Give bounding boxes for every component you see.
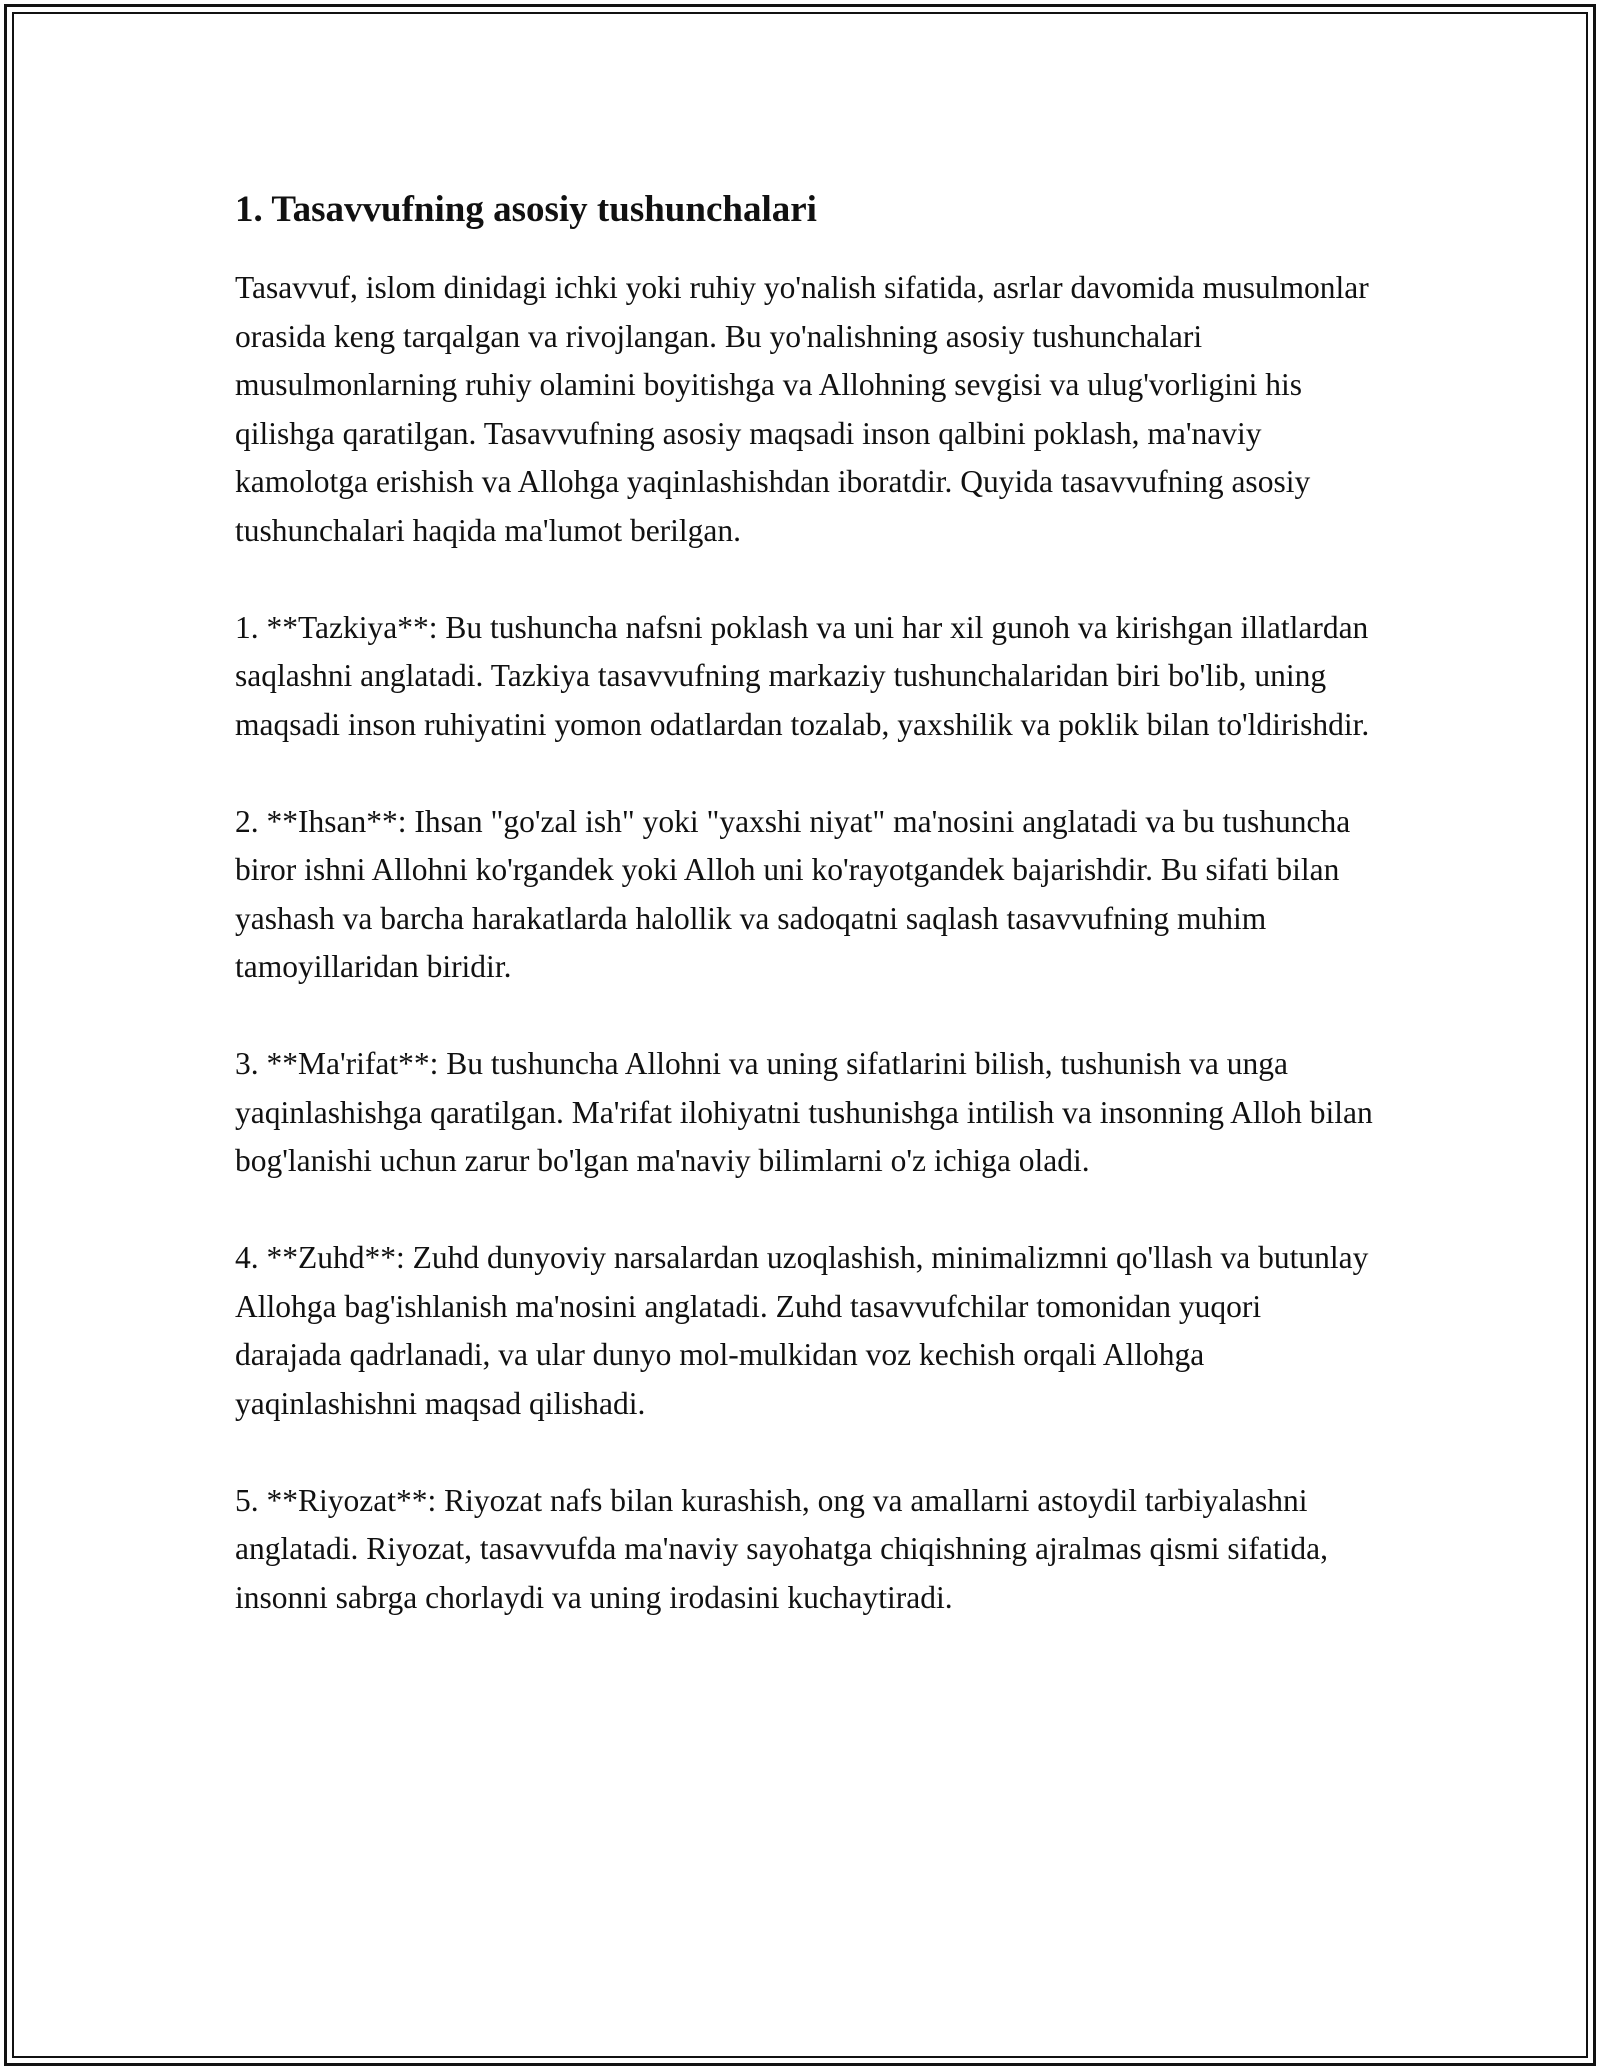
concept-paragraph-ihsan: 2. **Ihsan**: Ihsan "go'zal ish" yoki "yaxshi niyat" ma'nosini anglatadi va bu tushuncha biror ishni Allohni ko'rgandek yoki Alloh uni ko'rayotgandek bajarishdir. Bu sifati bilan yashash va barcha harakatlarda halollik va sadoqatni saqlash tasavvufning muhim tamoyillaridan biridir. bbox=[235, 803, 1351, 984]
concept-paragraph-zuhd: 4. **Zuhd**: Zuhd dunyoviy narsalardan uzoqlashish, minimalizmni qo'llash va butunlay Allohga bag'ishlanish ma'nosini anglatadi. Zuhd tasavvufchilar tomonidan yuqori darajada qadrlanadi, va ular dunyo mol-mulkidan voz kechish orqali Allohga yaqinlashishni maqsad qilishadi. bbox=[235, 1240, 1369, 1421]
concept-paragraph-marifat: 3. **Ma'rifat**: Bu tushuncha Allohni va uning sifatlarini bilish, tushunish va unga yaqinlashishga qaratilgan. Ma'rifat ilohiyatni tushunishga intilish va insonning Alloh bilan bog'lanishi uchun zarur bo'lgan ma'naviy bilimlarni o'z ichiga oladi. bbox=[235, 1046, 1373, 1178]
section-heading: 1. Tasavvufning asosiy tushunchalari bbox=[235, 189, 817, 230]
intro-paragraph: Tasavvuf, islom dinidagi ichki yoki ruhiy yo'nalish sifatida, asrlar davomida musulmonlar orasida keng tarqalgan va rivojlangan. Bu yo'nalishning asosiy tushunchalari musulmonlarning ruhiy olamini boyitishga va Allohning sevgisi va ulug'vorligini his qilishga qaratilgan. Tasavvufning asosiy maqsadi inson qalbini poklash, ma'naviy kamolotga erishish va Allohga yaqinlashishdan iboratdir. Quyida tasavvufning asosiy tushunchalari haqida ma'lumot berilgan. bbox=[235, 270, 1369, 548]
concept-paragraph-tazkiya: 1. **Tazkiya**: Bu tushuncha nafsni poklash va uni har xil gunoh va kirishgan illatlardan saqlashni anglatadi. Tazkiya tasavvufning markaziy tushunchalaridan biri bo'lib, uning maqsadi inson ruhiyatini yomon odatlardan tozalab, yaxshilik va poklik bilan to'ldirishdir. bbox=[235, 609, 1370, 742]
concept-paragraph-riyozat: 5. **Riyozat**: Riyozat nafs bilan kurashish, ong va amallarni astoydil tarbiyalashni anglatadi. Riyozat, tasavvufda ma'naviy sayohatga chiqishning ajralmas qismi sifatida, insonni sabrga chorlaydi va uning irodasini kuchaytiradi. bbox=[235, 1482, 1329, 1615]
document-body bbox=[235, 186, 1375, 1622]
